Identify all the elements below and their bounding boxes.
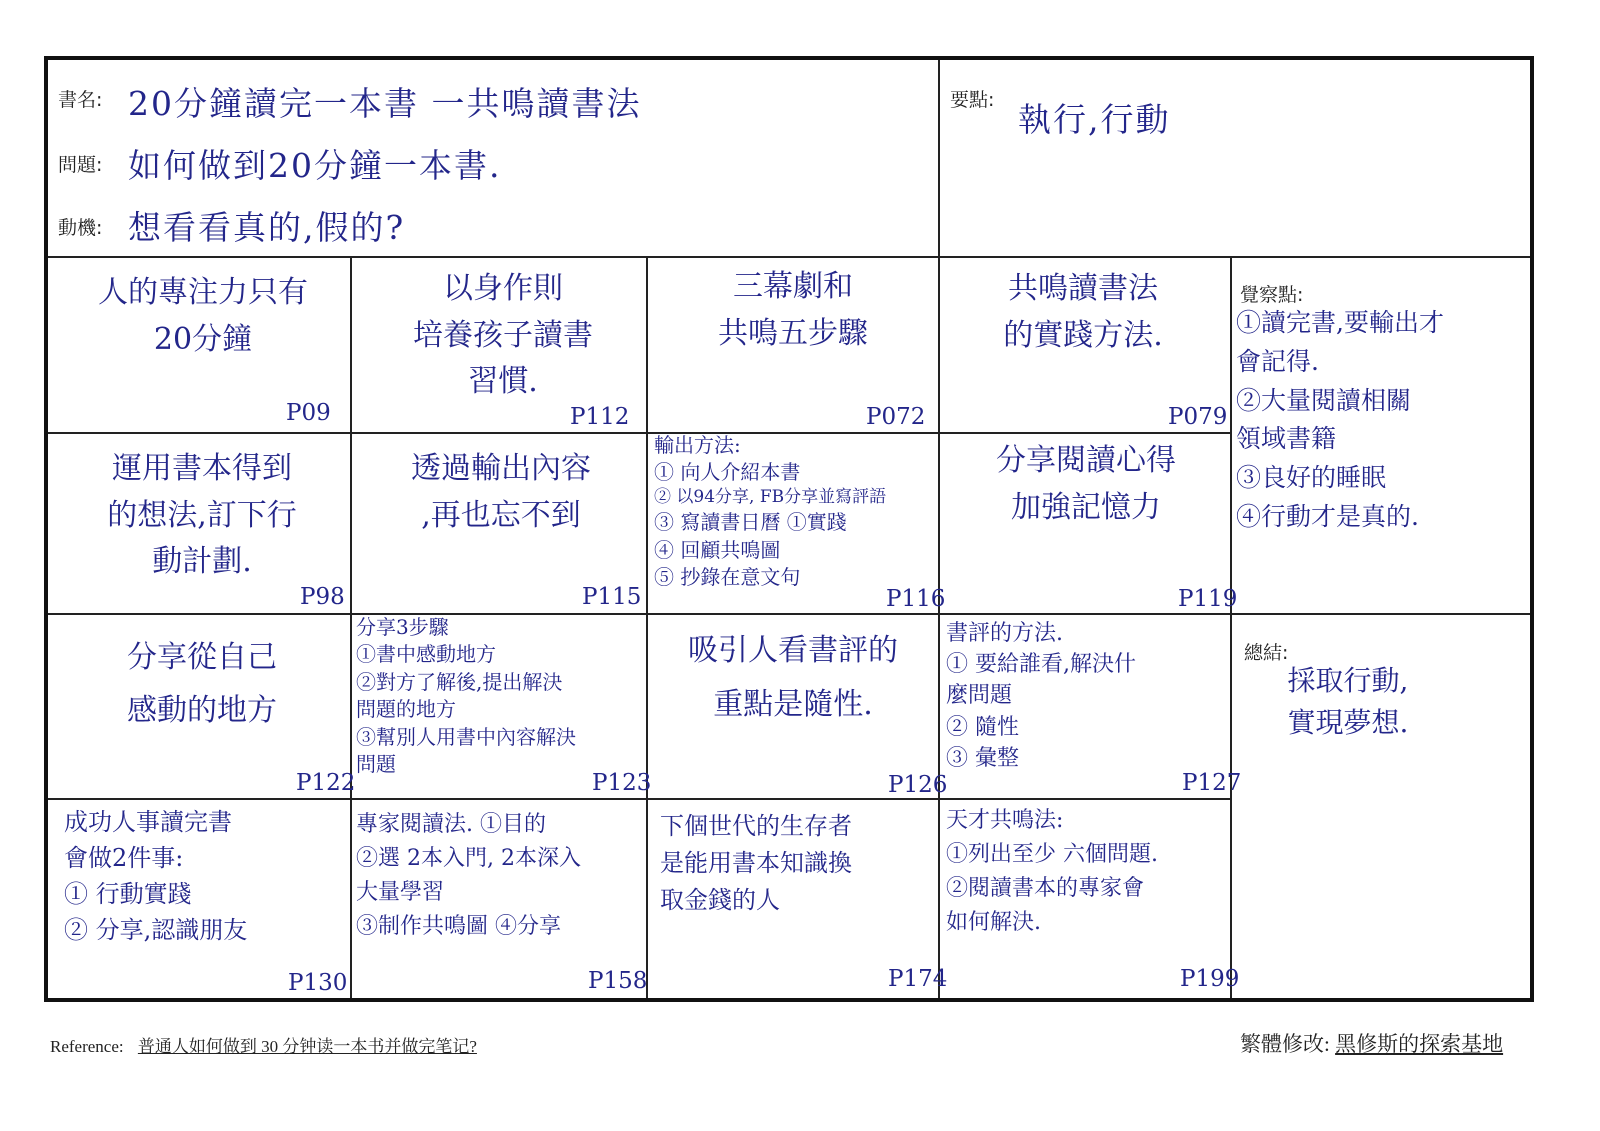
note-cell-line: 分享閱讀心得 (996, 443, 1176, 478)
note-cell-12 (946, 618, 1230, 774)
note-cell-5 (62, 446, 342, 586)
summary-label: 總結: (1244, 642, 1289, 664)
observation-line: ①讀完書,要輸出才 (1236, 308, 1444, 337)
observation-line: 領域書籍 (1236, 424, 1337, 454)
grid-row-line-2 (48, 613, 1530, 615)
observation-label: 覺察點: (1240, 284, 1304, 306)
page-reference: P126 (888, 772, 948, 798)
note-cell-3 (658, 264, 928, 357)
note-cell-line: 取金錢的人 (660, 886, 780, 915)
note-cell-line: ⑤ 抄錄在意文句 (654, 564, 801, 589)
note-cell-2 (368, 266, 638, 406)
header-divider (48, 256, 1530, 258)
page-reference: P174 (888, 966, 948, 992)
note-cell-line: 共鳴讀書法 (1008, 271, 1158, 306)
note-cell-line: 麼問題 (946, 683, 1013, 709)
note-cell-line: ③幫別人用書中內容解決 (356, 724, 576, 749)
note-cell-11 (658, 624, 928, 732)
note-cell-line: ②閱讀書本的專家會 (946, 876, 1145, 902)
note-cell-line: 三幕劇和 (733, 269, 853, 304)
note-cell-line: 成功人事讀完書 (64, 808, 232, 836)
note-cell-line: 習慣. (468, 364, 538, 399)
observation-line: ②大量閱讀相關 (1236, 385, 1412, 415)
note-cell-line: 人的專注力只有 (98, 275, 308, 310)
grid-col-line-1 (350, 256, 352, 998)
question-value: 如何做到20分鐘一本書. (128, 146, 502, 185)
page-reference: P158 (588, 968, 648, 994)
note-cell-line: 分享3步驟 (356, 615, 449, 639)
note-cell-1 (68, 270, 338, 363)
edit-credit-label: 繁體修改: (1240, 1032, 1330, 1056)
note-cell-line: 運用書本得到 (112, 451, 292, 486)
note-cell-7 (654, 432, 938, 591)
note-cell-line: 共鳴五步驟 (718, 315, 868, 351)
note-cell-line: 的實踐方法. (1003, 317, 1163, 353)
page-reference: P072 (866, 404, 926, 430)
page-reference: P079 (1168, 404, 1228, 430)
motive-value: 想看看真的,假的? (128, 208, 406, 247)
note-cell-line: ,再也忘不到 (421, 497, 581, 533)
note-cell-line: 感動的地方 (127, 692, 277, 728)
note-cell-4 (948, 266, 1218, 359)
edit-credit-link[interactable]: 黑修斯的探索基地 (1335, 1032, 1504, 1056)
reference-label: Reference: (50, 1037, 124, 1056)
page-reference: P119 (1178, 586, 1238, 612)
note-cell-line: 的想法,訂下行 (107, 497, 297, 533)
note-cell-line: ②對方了解後,提出解決 (356, 669, 563, 694)
summary-text (1248, 660, 1448, 744)
motive-label: 動機: (58, 217, 103, 239)
observation-list (1236, 304, 1530, 537)
note-cell-line: ①書中感動地方 (356, 642, 496, 667)
note-cell-line: ② 以94分享, FB分享並寫評語 (654, 487, 887, 508)
note-cell-line: 會做2件事: (64, 844, 184, 872)
grid-col-line-4 (1230, 256, 1232, 998)
page-reference: P98 (300, 584, 345, 610)
book-title-value: 20分鐘讀完一本書 一共鳴讀書法 (128, 84, 642, 123)
key-points-label: 要點: (950, 89, 995, 111)
observation-line: ③良好的睡眠 (1236, 463, 1387, 492)
note-cell-line: ①列出至少 六個問題. (946, 842, 1158, 868)
note-cell-8 (948, 438, 1224, 531)
note-cell-line: 加強記憶力 (1011, 489, 1161, 525)
question-label: 問題: (58, 154, 103, 176)
note-cell-10 (356, 614, 646, 778)
note-cell-line: 專家閱讀法. ①目的 (356, 812, 546, 837)
page-reference: P127 (1182, 770, 1242, 796)
page-reference: P122 (296, 770, 356, 796)
note-cell-line: ④ 回顧共鳴圖 (654, 537, 781, 562)
page-reference: P130 (288, 970, 348, 996)
page-reference: P09 (286, 400, 331, 426)
note-cell-13 (64, 804, 348, 948)
observation-line: 會記得. (1236, 346, 1319, 376)
page-reference: P115 (582, 584, 642, 610)
note-cell-14 (356, 808, 646, 944)
note-cell-line: 如何解決. (946, 910, 1041, 936)
book-title-label: 書名: (58, 89, 103, 111)
note-sheet (44, 56, 1534, 1002)
note-cell-line: ②選 2本入門, 2本深入 (356, 846, 581, 872)
grid-row-line-3 (48, 798, 1230, 800)
reference-link[interactable]: 普通人如何做到 30 分钟读一本书并做完笔记? (137, 1037, 477, 1056)
note-cell-line: 分享從自己 (127, 640, 277, 675)
reference-line (50, 1032, 477, 1057)
key-points-value: 執行,行動 (1018, 100, 1171, 139)
grid-col-line-2 (646, 256, 648, 998)
note-cell-line: ② 隨性 (946, 714, 1019, 740)
note-cell-6 (364, 446, 638, 539)
page-reference: P199 (1180, 966, 1240, 992)
grid-row-line-1 (48, 432, 1230, 434)
note-cell-line: 大量學習 (356, 880, 445, 906)
note-cell-line: 吸引人看書評的 (688, 633, 898, 668)
edit-credit (1240, 1028, 1503, 1058)
page-reference: P123 (592, 770, 652, 796)
note-cell-line: 問題的地方 (356, 697, 456, 722)
note-cell-9 (62, 632, 342, 737)
page-reference: P112 (570, 404, 630, 430)
note-cell-line: 輸出方法: (654, 433, 741, 457)
note-cell-line: ③ 彙整 (946, 745, 1019, 771)
note-cell-line: ① 行動實踐 (64, 880, 192, 908)
observation-line: ④行動才是真的. (1236, 501, 1419, 531)
note-cell-line: 問題 (356, 751, 396, 776)
note-cell-line: 書評的方法. (946, 621, 1063, 646)
note-cell-16 (946, 804, 1230, 940)
note-cell-line: ① 向人介紹本書 (654, 460, 801, 485)
note-cell-line: 下個世代的生存者 (660, 812, 852, 840)
page-reference: P116 (886, 586, 946, 612)
summary-line: 採取行動, (1287, 664, 1409, 697)
note-cell-line: 透過輸出內容 (411, 451, 591, 486)
note-cell-line: 培養孩子讀書 (413, 317, 593, 353)
note-cell-line: 是能用書本知識換 (660, 849, 852, 878)
note-cell-line: 20分鐘 (153, 321, 253, 357)
note-cell-line: ② 分享,認識朋友 (64, 916, 248, 944)
note-cell-line: 動計劃. (152, 544, 252, 579)
note-cell-line: ③制作共鳴圖 ④分享 (356, 914, 561, 940)
note-cell-line: ① 要給誰看,解決什 (946, 652, 1136, 678)
note-cell-15 (660, 808, 940, 920)
summary-line: 實現夢想. (1287, 706, 1409, 739)
note-cell-line: 天才共鳴法: (946, 808, 1064, 833)
note-cell-line: 重點是隨性. (713, 687, 873, 722)
note-cell-line: 以身作則 (443, 271, 563, 306)
note-cell-line: ③ 寫讀書日曆 ①實踐 (654, 510, 847, 535)
